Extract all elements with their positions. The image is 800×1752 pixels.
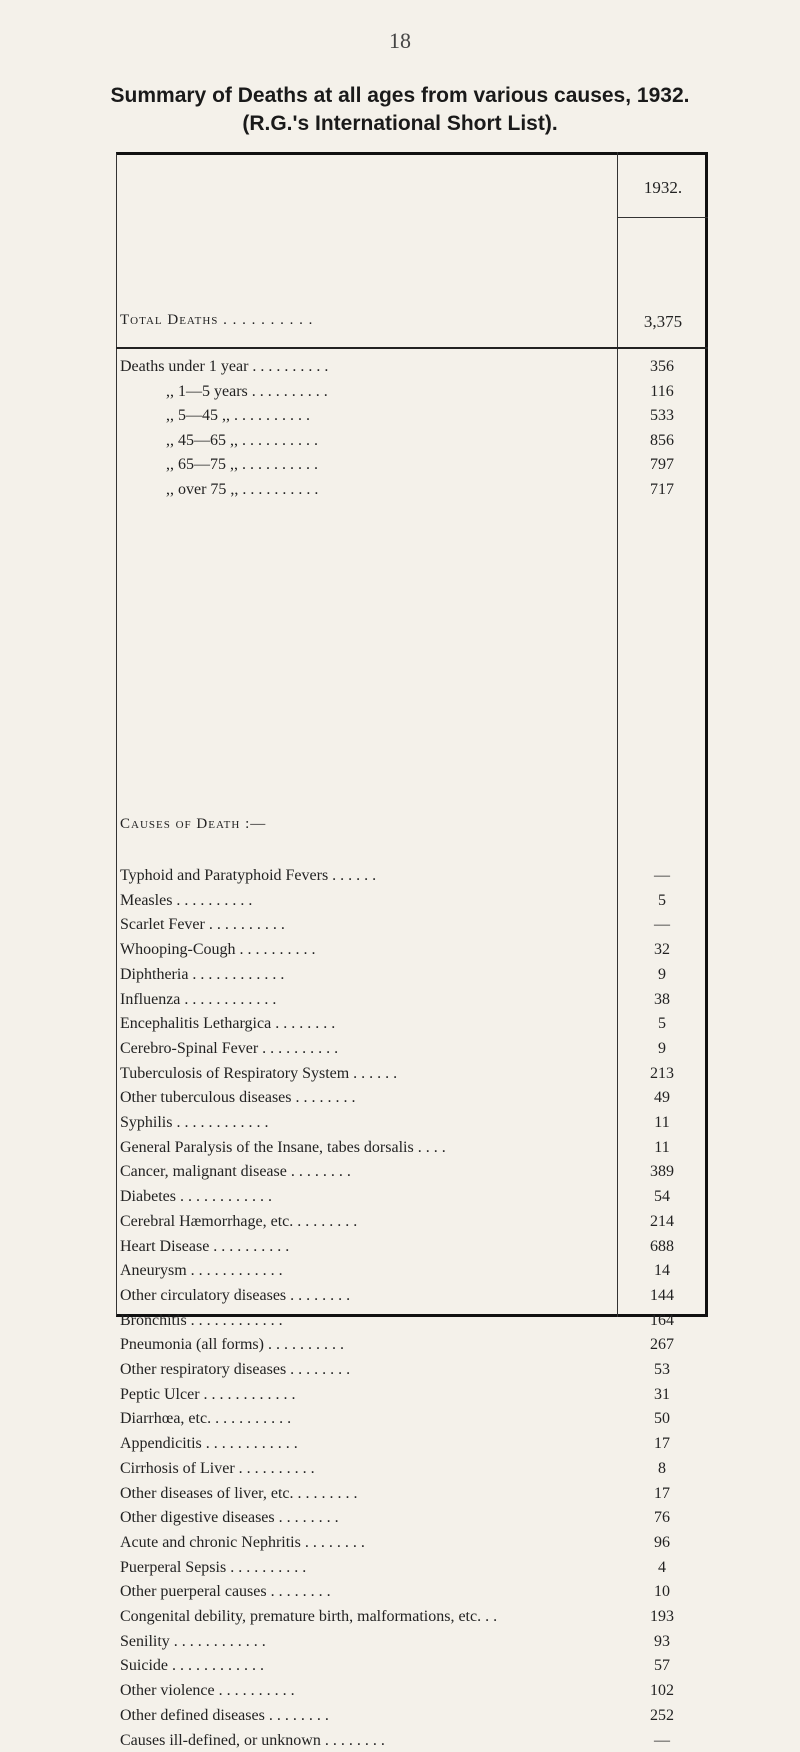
table-row [120,479,704,501]
row-label: ,, 5—45 ,, . . . . . . . . . . [166,407,310,425]
row-label: ,, 65—75 ,, . . . . . . . . . . [166,456,318,474]
row-value: 102 [650,1682,674,1700]
row-label: Appendicitis . . . . . . . . . . . . [120,1435,298,1453]
table-row [120,1310,704,1332]
row-value: 10 [654,1583,670,1601]
row-value: 356 [650,358,674,375]
row-value: 5 [658,891,666,909]
row-value: 214 [650,1212,674,1230]
table-row [120,1063,704,1085]
table-row [120,939,704,961]
table-row [120,989,704,1011]
table-row [120,1359,704,1381]
row-label: Congenital debility, premature birth, malformations, etc. . . [120,1608,498,1625]
row-label: Deaths under 1 year . . . . . . . . . . [120,358,329,375]
row-label: Acute and chronic Nephritis . . . . . . . . [120,1533,365,1551]
row-value: 53 [654,1361,670,1378]
row-label: Causes ill-defined, or unknown . . . . . . . . [120,1731,385,1749]
table-row [120,1507,704,1529]
row-value: 54 [654,1188,670,1206]
row-value: 193 [650,1608,674,1625]
row-label: Influenza . . . . . . . . . . . . [120,990,277,1008]
page-title [0,82,800,138]
row-value: 31 [654,1385,670,1403]
row-value: 717 [650,481,674,498]
title-line-2: (R.G.'s International Short List). [242,112,558,135]
row-value: 17 [654,1484,670,1502]
row-value: 32 [654,941,670,959]
table-row [120,381,704,403]
table-row [120,1038,704,1060]
row-value: — [654,916,670,934]
row-label: Other digestive diseases . . . . . . . . [120,1509,339,1527]
column-header-year: 1932. [643,178,683,197]
row-label: ,, over 75 ,, . . . . . . . . . . [166,481,319,498]
row-label: Diphtheria . . . . . . . . . . . . [120,965,285,983]
table-row [120,356,704,378]
causes-heading: Causes of Death :— [120,816,267,832]
row-value: 144 [650,1286,674,1304]
row-label: Whooping-Cough . . . . . . . . . . [120,941,316,959]
row-label: Other respiratory diseases . . . . . . . . [120,1361,351,1378]
row-label: Aneurysm . . . . . . . . . . . . [120,1262,283,1280]
row-label: Scarlet Fever . . . . . . . . . . [120,916,285,934]
row-label: Other tuberculous diseases . . . . . . . . [120,1089,356,1107]
row-label: ,, 1—5 years . . . . . . . . . . [166,382,328,400]
row-value: 389 [650,1163,674,1181]
row-value: 8 [658,1459,666,1477]
title-line-1: Summary of Deaths at all ages from various causes, 1932. [110,84,690,107]
row-value: 14 [654,1262,670,1280]
table-row [120,1013,704,1035]
table-row [120,1532,704,1554]
row-value: 96 [654,1533,670,1551]
table-row [120,1581,704,1603]
page-number: 18 [389,28,411,53]
row-label: General Paralysis of the Insane, tabes dorsalis . . . . [120,1138,446,1156]
row-value: 9 [658,1039,666,1057]
table-row [120,1384,704,1406]
row-label: Cancer, malignant disease . . . . . . . . [120,1163,351,1181]
row-value: 17 [654,1435,670,1453]
table-row [120,1161,704,1183]
row-label: Other circulatory diseases . . . . . . . . [120,1286,351,1304]
row-value: 11 [654,1138,670,1156]
table-row [120,1655,704,1677]
row-value: 267 [650,1336,674,1354]
table-row [120,1112,704,1134]
header-rule [617,217,708,218]
row-label: Cirrhosis of Liver . . . . . . . . . . [120,1459,315,1477]
row-value: 533 [650,407,674,425]
table-row [120,1483,704,1505]
table-row [120,865,704,887]
table-row [120,430,704,452]
row-label: Suicide . . . . . . . . . . . . [120,1657,264,1675]
table-row [120,1606,704,1628]
row-label: ,, 45—65 ,, . . . . . . . . . . [166,431,318,449]
table-row [120,964,704,986]
table-row [120,1285,704,1307]
table-row [120,1631,704,1653]
table-row [120,1705,704,1727]
row-label: Other defined diseases . . . . . . . . [120,1706,329,1724]
row-value: 93 [654,1632,670,1650]
table-row [120,405,704,427]
row-value: 164 [650,1311,674,1329]
row-label: Typhoid and Paratyphoid Fevers . . . . . . [120,867,377,884]
row-label: Tuberculosis of Respiratory System . . . . . . [120,1064,398,1082]
row-value: 49 [654,1089,670,1107]
table-row [120,914,704,936]
row-value: 116 [650,382,674,400]
total-deaths-value: 3,375 [643,312,683,331]
row-label: Diarrhœa, etc. . . . . . . . . . . [120,1410,292,1428]
row-label: Pneumonia (all forms) . . . . . . . . . . [120,1336,344,1354]
table-row [120,1087,704,1109]
table-row [120,1236,704,1258]
row-label: Cerebral Hæmorrhage, etc. . . . . . . . . [120,1212,358,1230]
table-row [120,1458,704,1480]
table-row [120,1408,704,1430]
row-value: — [654,1731,670,1749]
row-value: 5 [658,1015,666,1033]
total-deaths-label: Total Deaths . . . . . . . . . . [120,312,314,328]
table-row [120,1730,704,1752]
row-label: Puerperal Sepsis . . . . . . . . . . [120,1558,307,1576]
row-label: Syphilis . . . . . . . . . . . . [120,1114,269,1131]
row-value: — [654,867,670,884]
row-value: 688 [650,1237,674,1255]
row-value: 38 [654,990,670,1008]
table-row [120,1137,704,1159]
row-value: 11 [654,1114,670,1131]
row-label: Cerebro-Spinal Fever . . . . . . . . . . [120,1039,339,1057]
row-value: 4 [658,1558,666,1576]
table-row [120,1260,704,1282]
row-value: 76 [654,1509,670,1527]
total-rule [116,347,708,349]
row-label: Peptic Ulcer . . . . . . . . . . . . [120,1385,296,1403]
row-value: 856 [650,431,674,449]
row-value: 213 [650,1064,674,1082]
row-label: Other puerperal causes . . . . . . . . [120,1583,331,1601]
row-label: Bronchitis . . . . . . . . . . . . [120,1311,283,1329]
row-value: 57 [654,1657,670,1675]
row-label: Heart Disease . . . . . . . . . . [120,1237,290,1255]
row-value: 9 [658,965,666,983]
row-value: 50 [654,1410,670,1428]
row-label: Measles . . . . . . . . . . [120,891,253,909]
row-value: 252 [650,1706,674,1724]
table-row [120,1557,704,1579]
table-row [120,1211,704,1233]
row-label: Senility . . . . . . . . . . . . [120,1632,266,1650]
table-row [120,1334,704,1356]
table-row [120,1433,704,1455]
table-row [120,1186,704,1208]
table-row [120,454,704,476]
row-label: Other diseases of liver, etc. . . . . . . . . [120,1484,358,1502]
table-row [120,890,704,912]
row-label: Encephalitis Lethargica . . . . . . . . [120,1015,336,1033]
row-label: Diabetes . . . . . . . . . . . . [120,1188,272,1206]
row-value: 797 [650,456,674,474]
row-label: Other violence . . . . . . . . . . [120,1682,295,1700]
table-row [120,1680,704,1702]
